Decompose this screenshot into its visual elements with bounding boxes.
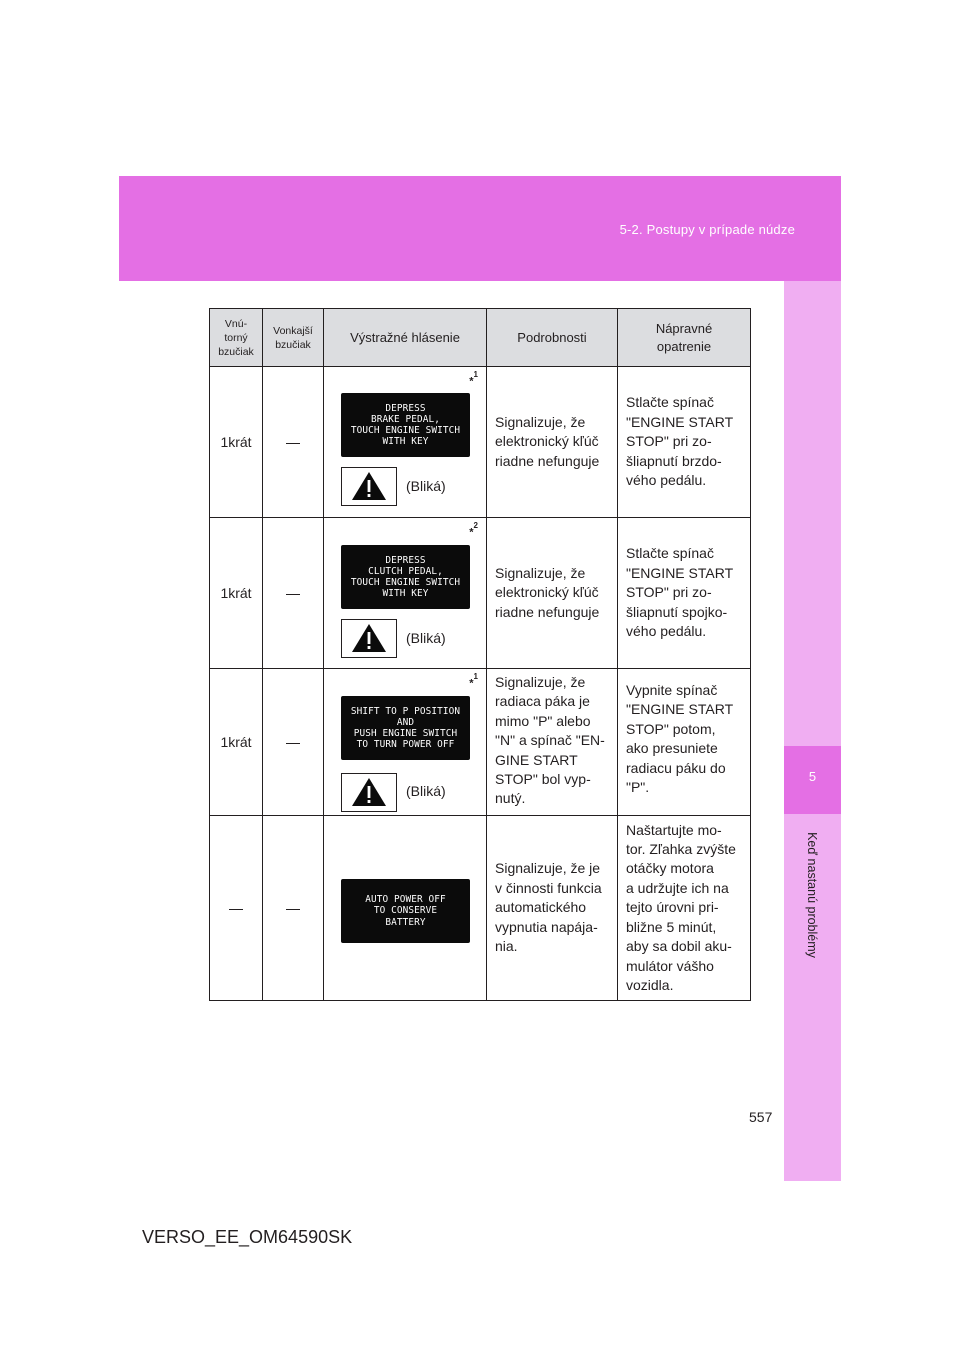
display-screen: SHIFT TO P POSITION AND PUSH ENGINE SWITCH TO TURN POWER OFF	[341, 696, 470, 760]
chapter-label: Keď nastanú problémy	[805, 832, 819, 958]
dash-mark	[286, 743, 300, 744]
exclamation-triangle-icon	[341, 467, 397, 506]
internal-buzzer-cell: 1krát	[210, 669, 263, 816]
warning-messages-table	[209, 308, 751, 1001]
footnote-marker: *$^1$	[469, 672, 478, 690]
header-details: Podrobnosti	[487, 309, 618, 367]
external-buzzer-cell	[263, 518, 324, 669]
internal-buzzer-cell	[210, 816, 263, 1001]
header-external-buzzer: Vonkajší bzučiak	[263, 309, 324, 367]
header-warning-message: Výstražné hlásenie	[324, 309, 487, 367]
blink-label: (Bliká)	[406, 478, 446, 494]
chapter-side-tab	[784, 281, 841, 1181]
details-cell: Signalizuje, že je v činnosti funkcia automatického vypnutia napája- nia.	[487, 816, 618, 1001]
dash-mark	[286, 909, 300, 910]
footnote-marker: *$^2$	[469, 521, 478, 539]
dash-mark	[229, 909, 243, 910]
table-header-row	[210, 309, 751, 367]
blink-label: (Bliká)	[406, 630, 446, 646]
warning-message-cell	[324, 518, 487, 669]
dash-mark	[286, 594, 300, 595]
external-buzzer-cell	[263, 669, 324, 816]
exclamation-triangle-icon	[341, 773, 397, 812]
warning-message-cell	[324, 669, 487, 816]
header-corrective-action: Nápravné opatrenie	[618, 309, 751, 367]
table-row	[210, 367, 751, 518]
details-cell: Signalizuje, že elektronický kľúč riadne nefunguje	[487, 518, 618, 669]
document-code: VERSO_EE_OM64590SK	[142, 1227, 353, 1247]
table-row	[210, 669, 751, 816]
display-screen: DEPRESS BRAKE PEDAL, TOUCH ENGINE SWITCH WITH KEY	[341, 393, 470, 457]
exclamation-triangle-icon	[341, 619, 397, 658]
action-cell: Vypnite spínač "ENGINE START STOP" potom, ako presuniete radiacu páku do "P".	[618, 669, 751, 816]
action-cell: Naštartujte mo- tor. Zľahka zvýšte otáčky motora a udržujte ich na tejto úrovni pri- bližne 5 minút, aby sa dobil aku- mulátor vášho vozidla.	[618, 816, 751, 1001]
internal-buzzer-cell: 1krát	[210, 518, 263, 669]
external-buzzer-cell	[263, 367, 324, 518]
dash-mark	[286, 443, 300, 444]
chapter-number: 5	[808, 769, 817, 784]
display-screen: AUTO POWER OFF TO CONSERVE BATTERY	[341, 879, 470, 943]
header-band	[119, 176, 841, 281]
footnote-marker: *$^1$	[469, 370, 478, 388]
section-title: 5-2. Postupy v prípade núdze	[619, 222, 795, 237]
details-cell: Signalizuje, že elektronický kľúč riadne nefunguje	[487, 367, 618, 518]
display-screen: DEPRESS CLUTCH PEDAL, TOUCH ENGINE SWITCH WITH KEY	[341, 545, 470, 609]
external-buzzer-cell	[263, 816, 324, 1001]
warning-message-cell	[324, 816, 487, 1001]
blink-label: (Bliká)	[406, 783, 446, 799]
header-internal-buzzer: Vnú- torný bzučiak	[210, 309, 263, 367]
details-cell: Signalizuje, že radiaca páka je mimo "P" alebo "N" a spínač "EN- GINE START STOP" bol vyp- nutý.	[487, 669, 618, 816]
table-row	[210, 816, 751, 1001]
internal-buzzer-cell: 1krát	[210, 367, 263, 518]
page-number: 557	[749, 1109, 773, 1125]
action-cell: Stlačte spínač "ENGINE START STOP" pri zo- šliapnutí brzdo- vého pedálu.	[618, 367, 751, 518]
warning-message-cell	[324, 367, 487, 518]
action-cell: Stlačte spínač "ENGINE START STOP" pri zo- šliapnutí spojko- vého pedálu.	[618, 518, 751, 669]
table-row	[210, 518, 751, 669]
